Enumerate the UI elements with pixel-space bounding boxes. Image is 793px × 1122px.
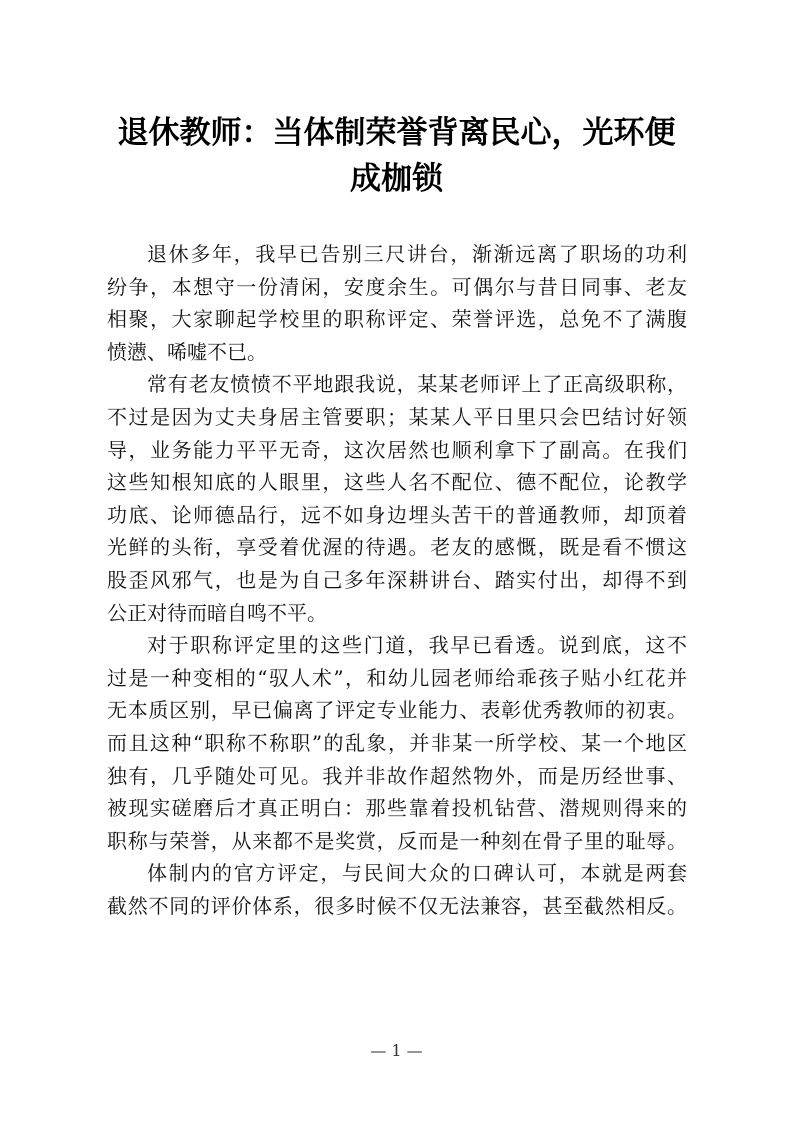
paragraph-1: [107, 238, 687, 368]
text-line: 光鲜的头衔，享受着优渥的待遇。老友的感慨，既是看不惯这: [107, 535, 687, 560]
text-line: 功底、论师德品行，远不如身边埋头苦干的普通教师，却顶着: [107, 502, 687, 527]
document-body: [107, 238, 687, 922]
text-line: 不过是因为丈夫身居主管要职；某某人平日里只会巴结讨好领: [107, 404, 687, 429]
document-title: [100, 110, 693, 202]
text-line: 愤懑、唏嘘不已。: [107, 339, 267, 364]
text-line: 无本质区别，早已偏离了评定专业能力、表彰优秀教师的初衷。: [107, 698, 687, 723]
text-line: 公正对待而暗自鸣不平。: [107, 600, 327, 625]
text-line: 常有老友愤愤不平地跟我说，某某老师评上了正高级职称，: [147, 372, 687, 397]
text-line: 股歪风邪气，也是为自己多年深耕讲台、踏实付出，却得不到: [107, 567, 687, 592]
page-number: — 1 —: [370, 1041, 423, 1060]
text-line: 过是一种变相的“驭人术”，和幼儿园老师给乖孩子贴小红花并: [107, 665, 687, 690]
text-line: 独有，几乎随处可见。我并非故作超然物外，而是历经世事、: [107, 763, 687, 788]
paragraph-3: [107, 629, 687, 857]
text-line: 被现实磋磨后才真正明白：那些靠着投机钻营、潜规则得来的: [107, 796, 687, 821]
text-line: 这些知根知底的人眼里，这些人名不配位、德不配位，论教学: [107, 470, 687, 495]
paragraph-4: [107, 857, 687, 922]
text-line: 对于职称评定里的这些门道，我早已看透。说到底，这不: [147, 633, 687, 658]
paragraph-2: [107, 368, 687, 629]
text-line: 纷争，本想守一份清闲，安度余生。可偶尔与昔日同事、老友: [107, 274, 687, 299]
text-line: 而且这种“职称不称职”的乱象，并非某一所学校、某一个地区: [107, 730, 687, 755]
text-line: 导，业务能力平平无奇，这次居然也顺利拿下了副高。在我们: [107, 437, 687, 462]
text-line: 退休多年，我早已告别三尺讲台，渐渐远离了职场的功利: [147, 242, 687, 266]
text-line: 职称与荣誉，从来都不是奖赏，反而是一种刻在骨子里的耻辱。: [107, 828, 687, 853]
text-line: 体制内的官方评定，与民间大众的口碑认可，本就是两套: [147, 861, 687, 886]
text-line: 相聚，大家聊起学校里的职称评定、荣誉评选，总免不了满腹: [107, 307, 687, 332]
text-line: 截然不同的评价体系，很多时候不仅无法兼容，甚至截然相反。: [107, 893, 687, 918]
title-line: 成枷锁: [350, 161, 443, 197]
title-line: 退休教师：当体制荣誉背离民心，光环便: [117, 115, 676, 151]
